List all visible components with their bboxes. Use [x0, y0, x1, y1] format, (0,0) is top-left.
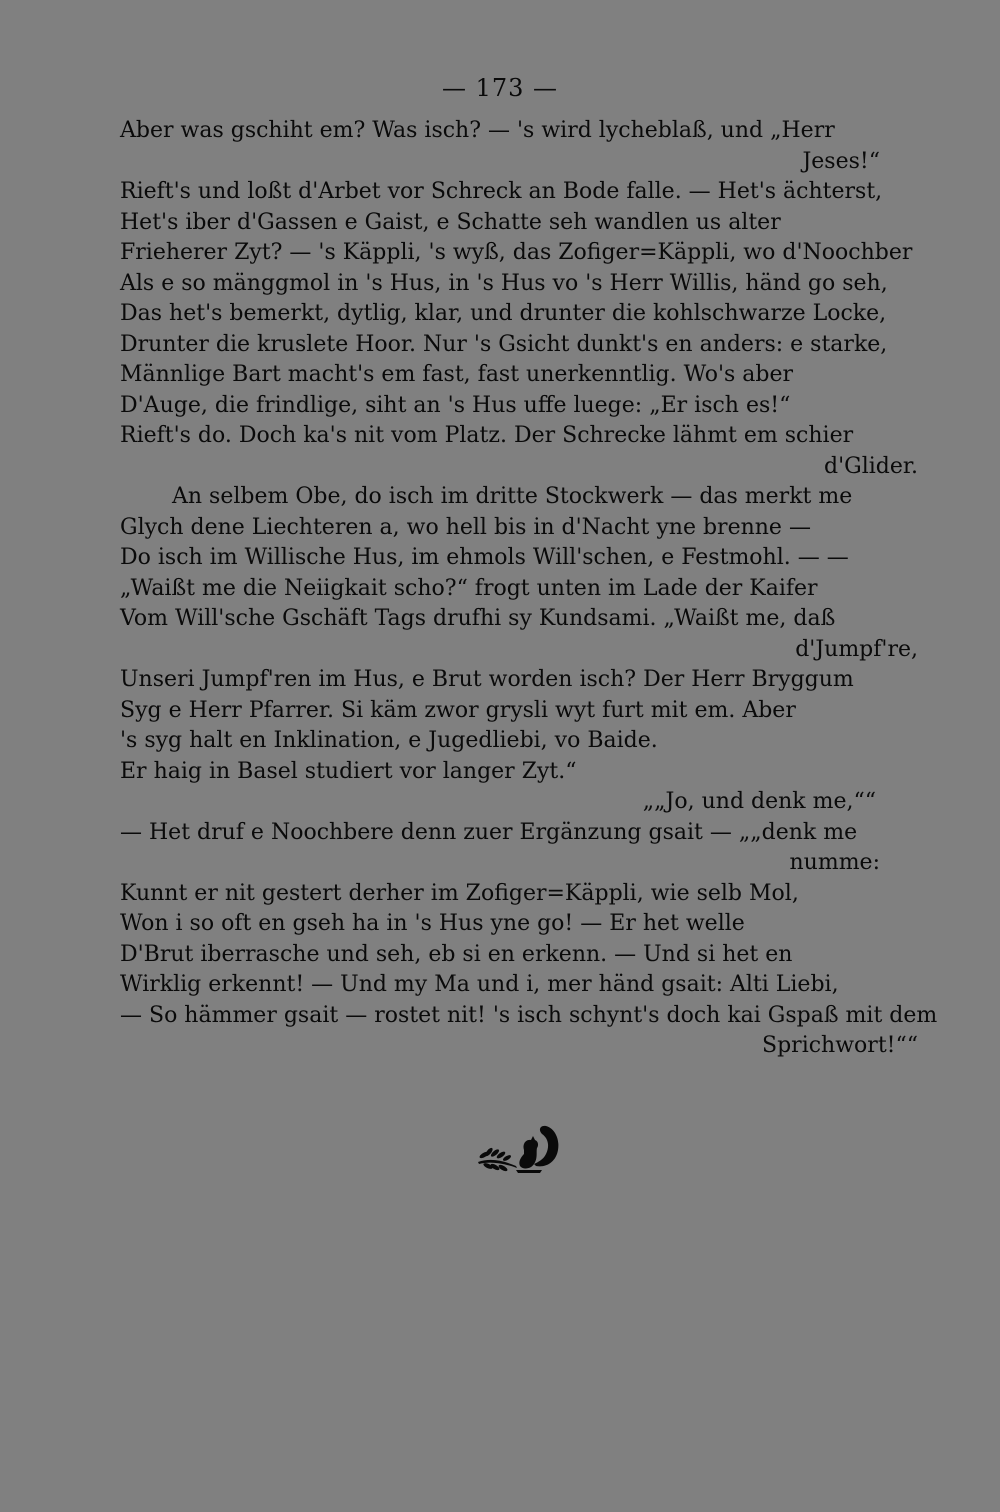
text-line: Won i so oft en gseh ha in 's Hus yne go! — Er het welle [120, 911, 745, 936]
text-line: An selbem Obe, do isch im dritte Stockwerk — das merkt me [172, 484, 853, 509]
squirrel-with-branch-icon [476, 1122, 566, 1182]
text-line: d'Glider. [824, 453, 918, 479]
text-line: Er haig in Basel studiert vor langer Zyt.“ [120, 758, 577, 784]
text-line: Als e so mänggmol in 's Hus, in 's Hus vo 's Herr Willis, händ go seh, [120, 270, 888, 296]
text-line: Sprichwort!““ [762, 1033, 918, 1058]
text-line: Frieherer Zyt? — 's Käppli, 's wyß, das Zofiger=Käppli, wo d'Noochber [120, 240, 913, 265]
text-line: d'Jumpf're, [795, 636, 918, 662]
text-line: Unseri Jumpf'ren im Hus, e Brut worden isch? Der Herr Bryggum [120, 667, 854, 692]
text-line: Rieft's do. Doch ka's nit vom Platz. Der Schrecke lähmt em schier [120, 423, 854, 448]
text-line: D'Auge, die frindlige, siht an 's Hus uffe luege: „Er isch es!“ [120, 392, 791, 418]
text-line: Männlige Bart macht's em fast, fast unerkenntlig. Wo's aber [120, 362, 794, 387]
text-line: Syg e Herr Pfarrer. Si käm zwor grysli wyt furt mit em. Aber [120, 697, 796, 723]
text-line: Das het's bemerkt, dytlig, klar, und drunter die kohlschwarze Locke, [120, 301, 887, 326]
text-line: Rieft's und loßt d'Arbet vor Schreck an Bode falle. — Het's ächterst, [120, 179, 883, 204]
text-line: Het's iber d'Gassen e Gaist, e Schatte seh wandlen us alter [120, 209, 781, 235]
text-line: Drunter die kruslete Hoor. Nur 's Gsicht dunkt's en anders: e starke, [120, 331, 888, 357]
poem-text [120, 116, 938, 1062]
text-line: Kunnt er nit gestert derher im Zofiger=Käppli, wie selb Mol, [120, 880, 799, 906]
text-line: — Het druf e Noochbere denn zuer Ergänzung gsait — „„denk me [120, 819, 858, 845]
text-line: — So hämmer gsait — rostet nit! 's isch schynt's doch kai Gspaß mit dem [120, 1002, 938, 1028]
text-line: Wirklig erkennt! — Und my Ma und i, mer händ gsait: Alti Liebi, [120, 972, 839, 997]
text-line: Glych dene Liechteren a, wo hell bis in d'Nacht yne brenne — [120, 514, 811, 540]
text-line: „Waißt me die Neiigkait scho?“ frogt unten im Lade der Kaifer [120, 575, 818, 601]
text-line: 's syg halt en Inklination, e Jugedliebi, vo Baide. [120, 728, 658, 753]
page-number: — 173 — [441, 74, 559, 102]
text-line: Vom Will'sche Gschäft Tags drufhi sy Kundsami. „Waißt me, daß [120, 606, 836, 631]
text-line: D'Brut iberrasche und seh, eb si en erkenn. — Und si het en [120, 941, 793, 967]
text-line: Jeses!“ [802, 148, 880, 174]
text-line: Do isch im Willische Hus, im ehmols Will'schen, e Festmohl. — — [120, 545, 849, 570]
text-line: numme: [789, 850, 880, 875]
text-line: Aber was gschiht em? Was isch? — 's wird lycheblaß, und „Herr [120, 118, 835, 143]
text-line: „„Jo, und denk me,““ [642, 789, 876, 814]
